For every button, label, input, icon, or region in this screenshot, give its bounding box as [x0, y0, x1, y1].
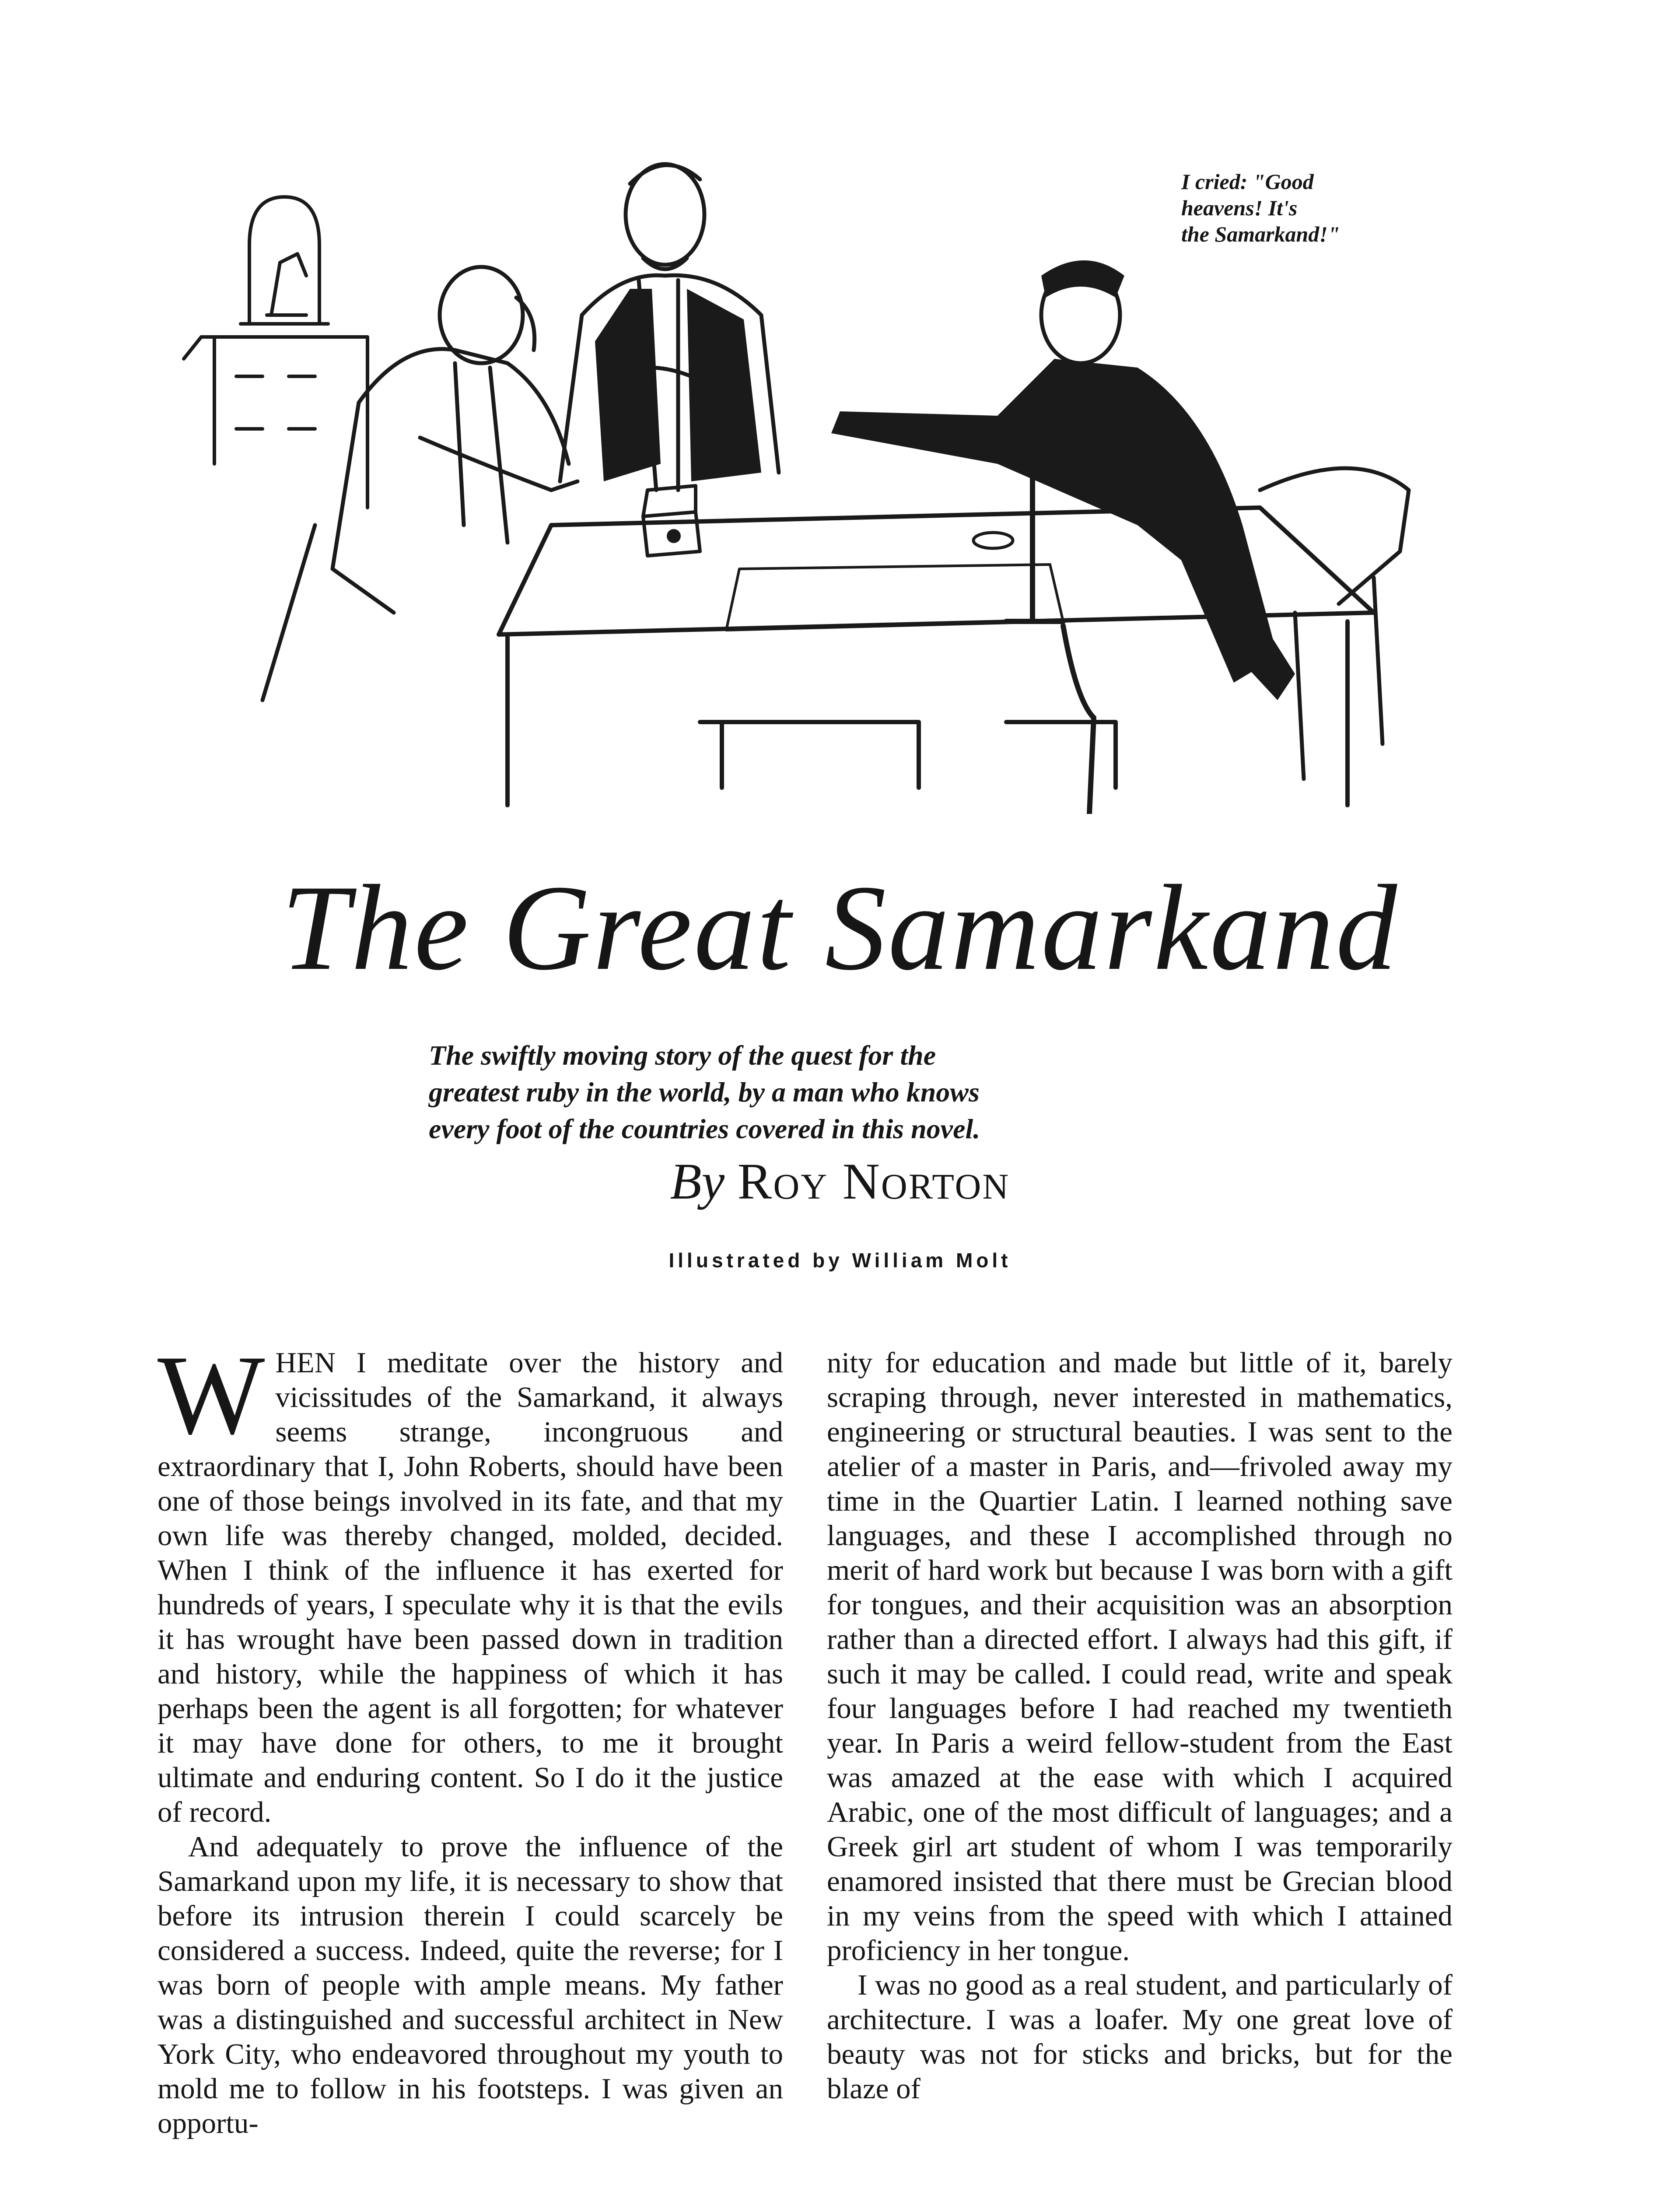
paragraph: And adequately to prove the influence of the Samarkand upon my life, it is necessary to show that before its intrusion therein I could scarcely be considered a success. Indeed, quite the reverse; for I was born of people with ample means. My father was a distinguished and successful architect in New York City, who endeavored throughout my youth to mold me to follow in his footsteps. I was given an opportu-: [158, 1830, 783, 2139]
story-column-right: [827, 1346, 1452, 2106]
paragraph-text: HEN I meditate over the history and vicissitudes of the Samarkand, it always seems strange, incongruous and extraordinary that I, John Roberts, should have been one of those beings involved in its fate, and that my own life was thereby changed, molded, decided. When I think of the influence it has exerted for hundreds of years, I speculate why it is that the evils it has wrought have been passed down in tradition and history, while the happiness of which it has perhaps been the agent is all forgotten; for whatever it may have done for others, to me it brought ultimate and enduring content. So I do it the justice of record.: [158, 1346, 783, 1828]
paragraph: I was no good as a real student, and particularly of architecture. I was a loafer. My one great love of beauty was not for sticks and bricks, but for the blaze of: [827, 1969, 1452, 2105]
bell-jar-microscope: [241, 197, 328, 324]
file-cabinet: [184, 337, 368, 508]
story-subtitle: The swiftly moving story of the quest for the greatest ruby in the world, by a man who knows every foot of the countries covered in this novel.: [429, 1040, 980, 1144]
paragraph: [158, 1332, 783, 1830]
byline: [0, 1151, 1680, 1212]
drop-cap: W: [158, 1332, 265, 1458]
story-title: The Great Samarkand: [281, 859, 1399, 996]
telephone: [1006, 464, 1094, 814]
paragraph: nity for education and made but little of it, barely scraping through, never interested in mathematics, engineering or structural beauties. I was sent to the atelier of a master in Paris, and—frivoled away my time in the Quartier Latin. I learned nothing save languages, and these I accomplished through no merit of hard work but because I was born with a gift for tongues, and their acquisition was an absorption rather than a directed effort. I always had this gift, if such it may be called. I could read, write and speak four languages before I had reached my twentieth year. In Paris a weird fellow-student from the East was amazed at the ease with which I acquired Arabic, one of the most difficult of languages; and a Greek girl art student of whom I was temporarily enamored insisted that there must be Grecian blood in my veins from the speed with which I attained proficiency in her tongue.: [827, 1346, 1452, 1967]
illustrator-credit: Illustrated by William Molt: [668, 1249, 1012, 1272]
illustration-caption: I cried: "Good heavens! It's the Samarkand!": [1181, 169, 1340, 246]
author-name: Roy Norton: [737, 1153, 1010, 1210]
magnifying-glass: [973, 533, 1013, 548]
story-column-left: [158, 1332, 783, 2141]
byline-prefix: By: [670, 1153, 725, 1210]
chair-right: [1260, 468, 1409, 779]
